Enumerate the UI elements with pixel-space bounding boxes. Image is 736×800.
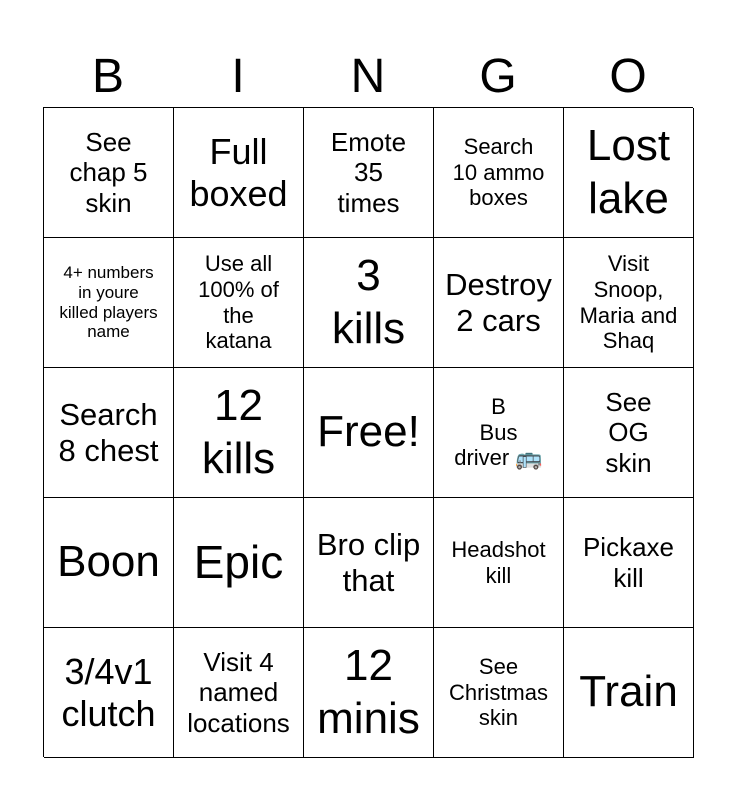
bingo-cell[interactable]: 4+ numbers in youre killed players name [44, 238, 174, 368]
header-letter-i: I [231, 50, 245, 103]
bingo-cell[interactable]: Full boxed [174, 108, 304, 238]
bingo-cell[interactable]: 12 minis [304, 628, 434, 758]
bingo-cell[interactable]: Search 10 ammo boxes [434, 108, 564, 238]
bingo-cell[interactable]: Visit Snoop, Maria and Shaq [564, 238, 694, 368]
bingo-cell[interactable]: 3/4v1 clutch [44, 628, 174, 758]
free-space-cell[interactable]: Free! [304, 368, 434, 498]
bingo-board [43, 107, 693, 757]
header-letter-n: N [350, 50, 386, 103]
bingo-cell[interactable]: Headshot kill [434, 498, 564, 628]
bingo-cell[interactable]: 3 kills [304, 238, 434, 368]
header-letter-o: O [609, 50, 647, 103]
bingo-cell[interactable]: B Bus driver 🚌 [434, 368, 564, 498]
bingo-cell[interactable]: Train [564, 628, 694, 758]
bingo-cell[interactable]: 12 kills [174, 368, 304, 498]
bingo-cell[interactable]: Pickaxe kill [564, 498, 694, 628]
header-letter-g: G [479, 50, 517, 103]
bingo-cell[interactable]: Bro clip that [304, 498, 434, 628]
bingo-cell[interactable]: See chap 5 skin [44, 108, 174, 238]
bingo-cell[interactable]: Visit 4 named locations [174, 628, 304, 758]
bingo-cell[interactable]: See OG skin [564, 368, 694, 498]
bingo-cell[interactable]: Boon [44, 498, 174, 628]
bingo-cell[interactable]: Search 8 chest [44, 368, 174, 498]
bingo-cell[interactable]: Destroy 2 cars [434, 238, 564, 368]
header-letter-b: B [91, 50, 124, 103]
bingo-cell[interactable]: Emote 35 times [304, 108, 434, 238]
bingo-cell[interactable]: Use all 100% of the katana [174, 238, 304, 368]
bingo-header [43, 46, 693, 108]
bingo-cell[interactable]: Epic [174, 498, 304, 628]
bingo-cell[interactable]: See Christmas skin [434, 628, 564, 758]
bingo-cell[interactable]: Lost lake [564, 108, 694, 238]
